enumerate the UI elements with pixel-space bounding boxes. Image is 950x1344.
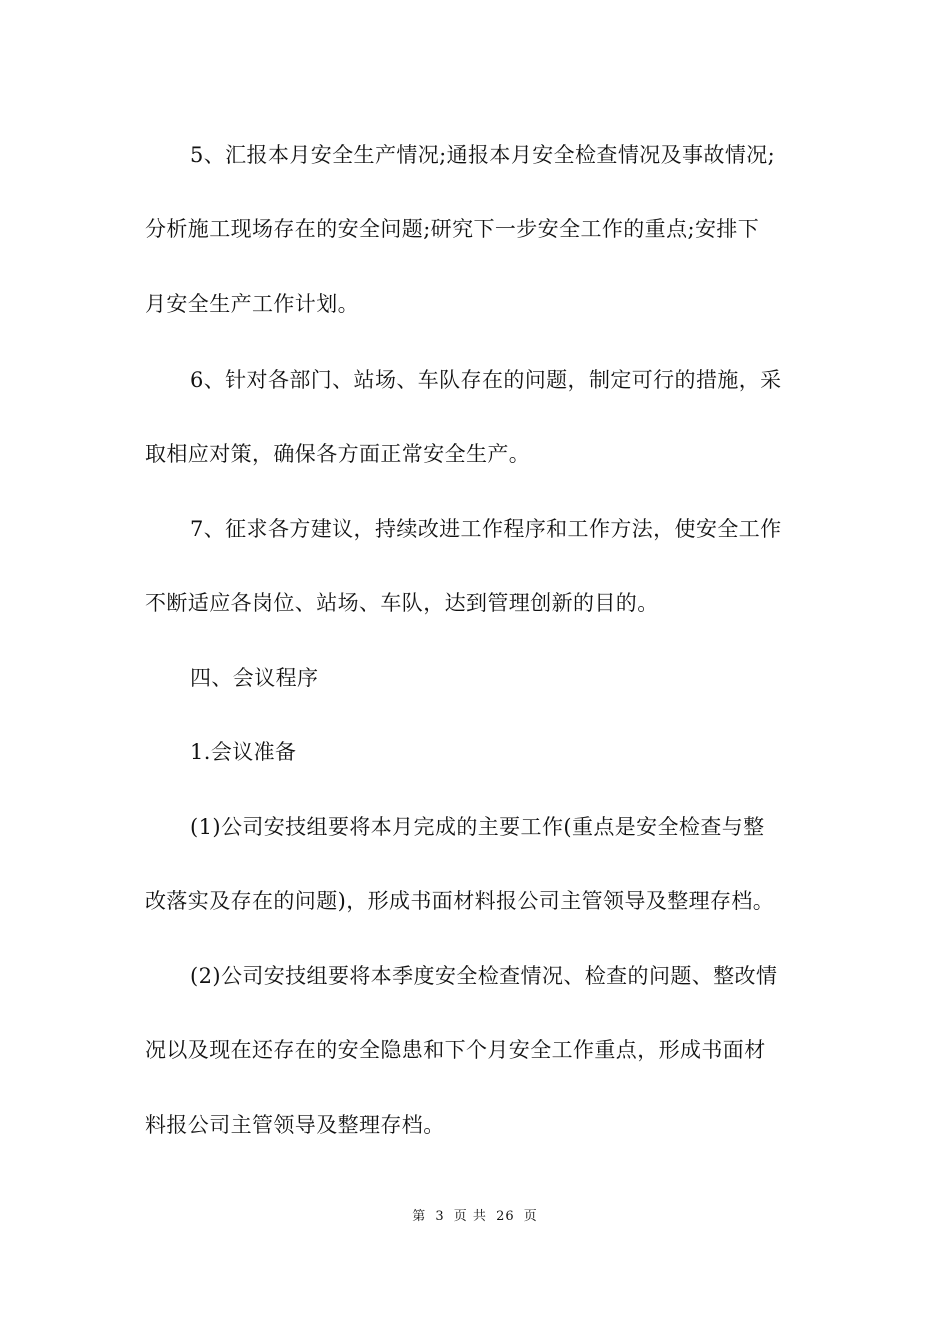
total-pages-number: 26 <box>496 1209 515 1224</box>
paragraph-line: (1)公司安技组要将本月完成的主要工作(重点是安全检查与整 <box>190 815 765 839</box>
current-page-number: 3 <box>435 1209 445 1224</box>
paragraph-line: (2)公司安技组要将本季度安全检查情况、检查的问题、整改情 <box>190 964 778 988</box>
subsection-heading: 1.会议准备 <box>190 740 297 764</box>
paragraph-line: 况以及现在还存在的安全隐患和下个月安全工作重点，形成书面材 <box>145 1038 766 1062</box>
page-footer <box>0 1208 950 1226</box>
paragraph-line: 5、汇报本月安全生产情况;通报本月安全检查情况及事故情况; <box>190 143 776 167</box>
paragraph-line: 取相应对策，确保各方面正常安全生产。 <box>145 442 531 466</box>
paragraph-line: 改落实及存在的问题)，形成书面材料报公司主管领导及整理存档。 <box>145 889 775 913</box>
paragraph-line: 料报公司主管领导及整理存档。 <box>145 1113 445 1137</box>
paragraph-line: 分析施工现场存在的安全问题;研究下一步安全工作的重点;安排下 <box>145 217 760 241</box>
paragraph-line: 7、征求各方建议，持续改进工作程序和工作方法，使安全工作 <box>190 517 782 541</box>
paragraph-line: 月安全生产工作计划。 <box>145 292 359 316</box>
footer-suffix: 页 <box>523 1209 538 1224</box>
paragraph-line: 6、针对各部门、站场、车队存在的问题，制定可行的措施，采 <box>190 368 782 392</box>
section-heading: 四、会议程序 <box>190 666 319 690</box>
footer-prefix: 第 <box>412 1209 427 1224</box>
paragraph-line: 不断适应各岗位、站场、车队，达到管理创新的目的。 <box>145 591 659 615</box>
footer-middle: 页 共 <box>453 1209 487 1224</box>
